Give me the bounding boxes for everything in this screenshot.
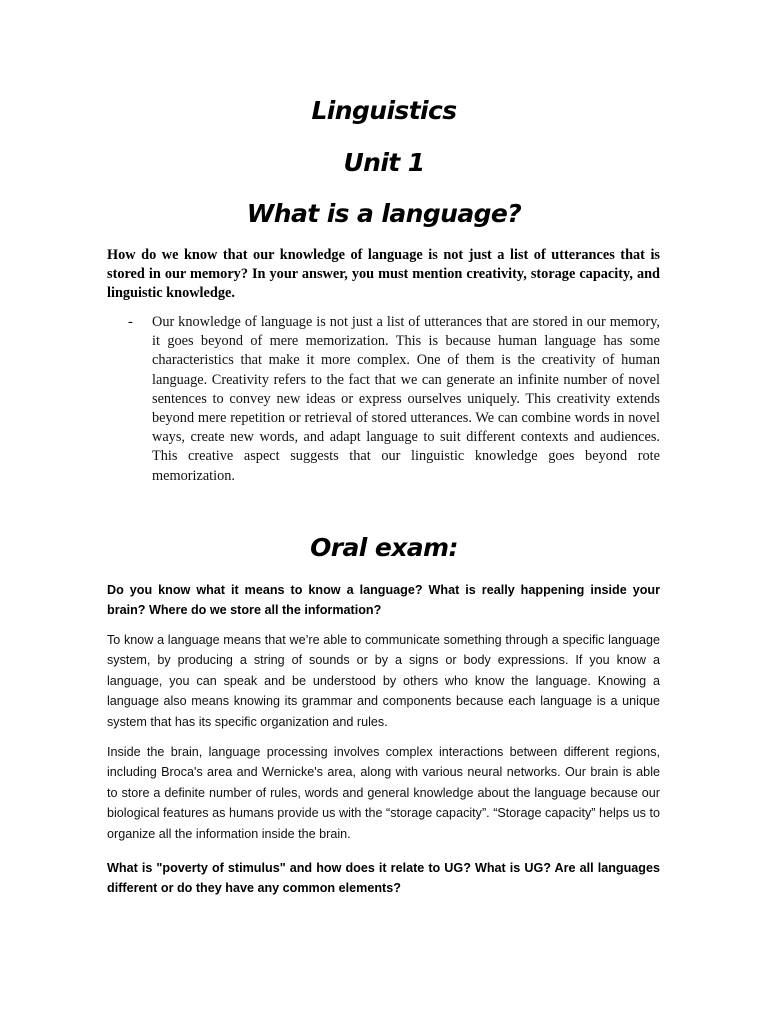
answer-1: Our knowledge of language is not just a list of utterances that are stored in our memory, it goes beyond of mere memorization. This is because human language has some characteristics that make it more complex. One of them is the creativity of human language. Creativity refers to the fact that we can generate an infinite number of novel sentences to convey new ideas or express ourselves uniquely. This creativity extends beyond mere repetition or retrieval of stored utterances. We can combine words in novel ways, create new words, and adapt language to suit different contexts and audiences. This creative aspect suggests that our linguistic knowledge goes beyond rote memorization. [152, 314, 660, 484]
title-what-is-language: What is a language? [246, 199, 522, 228]
answer-paragraph-2: Inside the brain, language processing involves complex interactions between different regions, including Broca's area and Wernicke's area, along with various neural networks. Our brain is able to store a definite number of rules, words and general knowledge about the language because our biological features as humans provide us with the “storage capacity”. “Storage capacity” helps us to organize all the information inside the brain. [107, 745, 660, 841]
bullet-marker: - [128, 314, 133, 330]
question-3: What is "poverty of stimulus" and how does it relate to UG? What is UG? Are all languages different or do they have any common elements? [107, 861, 660, 896]
answer-paragraph-1: To know a language means that we’re able to communicate something through a specific language system, by producing a string of sounds or by a signs or body expressions. If you know a language, you can speak and be understood by others who know the language. Knowing a language also means knowing its grammar and components because each language is a unique system that has its specific organization and rules. [107, 633, 660, 729]
question-2: Do you know what it means to know a language? What is really happening inside your brain? Where do we store all the information? [107, 583, 660, 618]
title-linguistics: Linguistics [311, 96, 457, 125]
title-unit: Unit 1 [343, 148, 425, 177]
section-heading-oral-exam: Oral exam: [310, 533, 458, 562]
question-1: How do we know that our knowledge of language is not just a list of utterances that is stored in our memory? In your answer, you must mention creativity, storage capacity, and linguistic knowledge. [107, 247, 660, 302]
